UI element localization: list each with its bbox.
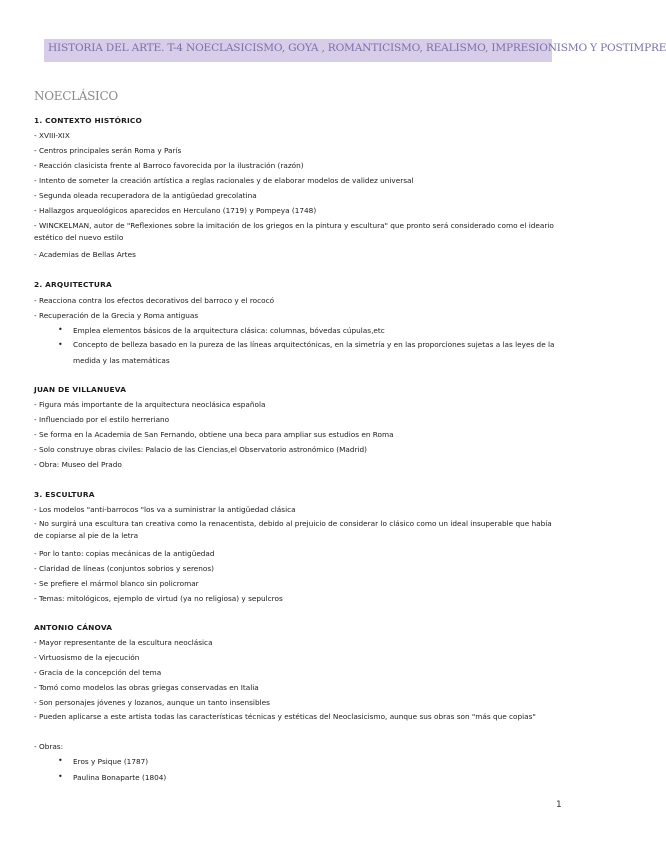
bullet-item: Concepto de belleza basado en la pureza de las líneas arquitectónicas, en la simetría y en las proporciones sujetas a las leyes de la medida y las matemáticas — [73, 340, 555, 365]
heading-contexto: 1. CONTEXTO HISTÓRICO — [34, 116, 143, 125]
bullet-item: Paulina Bonaparte (1804) — [73, 773, 167, 782]
bullet-dot-icon: • — [58, 772, 63, 781]
list-item: - Gracia de la concepción del tema — [34, 668, 162, 677]
list-item: - Se forma en la Academia de San Fernando, obtiene una beca para ampliar sus estudios en Roma — [34, 430, 394, 439]
list-item: - Por lo tanto: copias mecánicas de la antigüedad — [34, 549, 215, 558]
list-item: - Academias de Bellas Artes — [34, 250, 136, 259]
bullet-dot-icon: • — [58, 340, 63, 349]
list-item: - Pueden aplicarse a este artista todas las características técnicas y estéticas del Neoclasicismo, aunque sus obras son "más que copias" — [34, 712, 536, 721]
heading-canova: ANTONIO CÁNOVA — [34, 623, 113, 632]
page-number: 1 — [556, 800, 562, 810]
list-item: - Figura más importante de la arquitectura neoclásica española — [34, 400, 266, 409]
list-item: - Hallazgos arqueológicos aparecidos en Herculano (1719) y Pompeya (1748) — [34, 206, 317, 215]
bullet-dot-icon: • — [58, 325, 63, 334]
list-item: - Los modelos "anti-barrocos "los va a suministrar la antigüedad clásica — [34, 505, 296, 514]
list-item: - Segunda oleada recuperadora de la antigüedad grecolatina — [34, 191, 257, 200]
section-heading: NOECLÁSICO — [34, 89, 118, 103]
list-item: - Son personajes jóvenes y lozanos, aunque un tanto insensibles — [34, 698, 270, 707]
list-item: - Virtuosismo de la ejecución — [34, 653, 140, 662]
heading-arquitectura: 2. ARQUITECTURA — [34, 280, 112, 289]
list-item: - Temas: mitológicos, ejemplo de virtud (ya no religiosa) y sepulcros — [34, 594, 283, 603]
heading-escultura: 3. ESCULTURA — [34, 490, 95, 499]
heading-villanueva: JUAN DE VILLANUEVA — [34, 385, 127, 394]
bullet-item: Eros y Psique (1787) — [73, 757, 149, 766]
bullet-item: Emplea elementos básicos de la arquitectura clásica: columnas, bóvedas cúpulas,etc — [73, 326, 385, 335]
list-item: - Tomó como modelos las obras griegas conservadas en Italia — [34, 683, 259, 692]
list-item: - Obra: Museo del Prado — [34, 460, 122, 469]
list-item: - Influenciado por el estilo herreriano — [34, 415, 170, 424]
list-item: - No surgirá una escultura tan creativa como la renacentista, debido al prejuicio de considerar lo clásico como un ideal insuperable que había de copiarse al pie de la letra — [34, 519, 552, 540]
list-item: - Reacciona contra los efectos decorativos del barroco y el rococó — [34, 296, 275, 305]
list-item: - Reacción clasicista frente al Barroco favorecida por la ilustración (razón) — [34, 161, 304, 170]
list-item: - Mayor representante de la escultura neoclásica — [34, 638, 213, 647]
list-item: - Recuperación de la Grecia y Roma antiguas — [34, 311, 199, 320]
list-item: - WINCKELMAN, autor de "Reflexiones sobre la imitación de los griegos en la pintura y escultura" que pronto será considerado como el ideario estético del nuevo estilo — [34, 221, 554, 242]
document-title: HISTORIA DEL ARTE. T-4 NOECLASICISMO, GOYA , ROMANTICISMO, REALISMO, IMPRESIONISMO Y POSTIMPRE — [48, 42, 666, 54]
list-item: - Obras: — [34, 742, 64, 751]
list-item: - Claridad de líneas (conjuntos sobrios y serenos) — [34, 564, 215, 573]
bullet-dot-icon: • — [58, 756, 63, 765]
list-item: - Se prefiere el mármol blanco sin policromar — [34, 579, 199, 588]
list-item: - Centros principales serán Roma y París — [34, 146, 182, 155]
list-item: - Intento de someter la creación artística a reglas racionales y de elaborar modelos de validez universal — [34, 176, 414, 185]
list-item: - Solo construye obras civiles: Palacio de las Ciencias,el Observatorio astronómico (Madrid) — [34, 445, 367, 454]
list-item: - XVIII-XIX — [34, 131, 70, 140]
